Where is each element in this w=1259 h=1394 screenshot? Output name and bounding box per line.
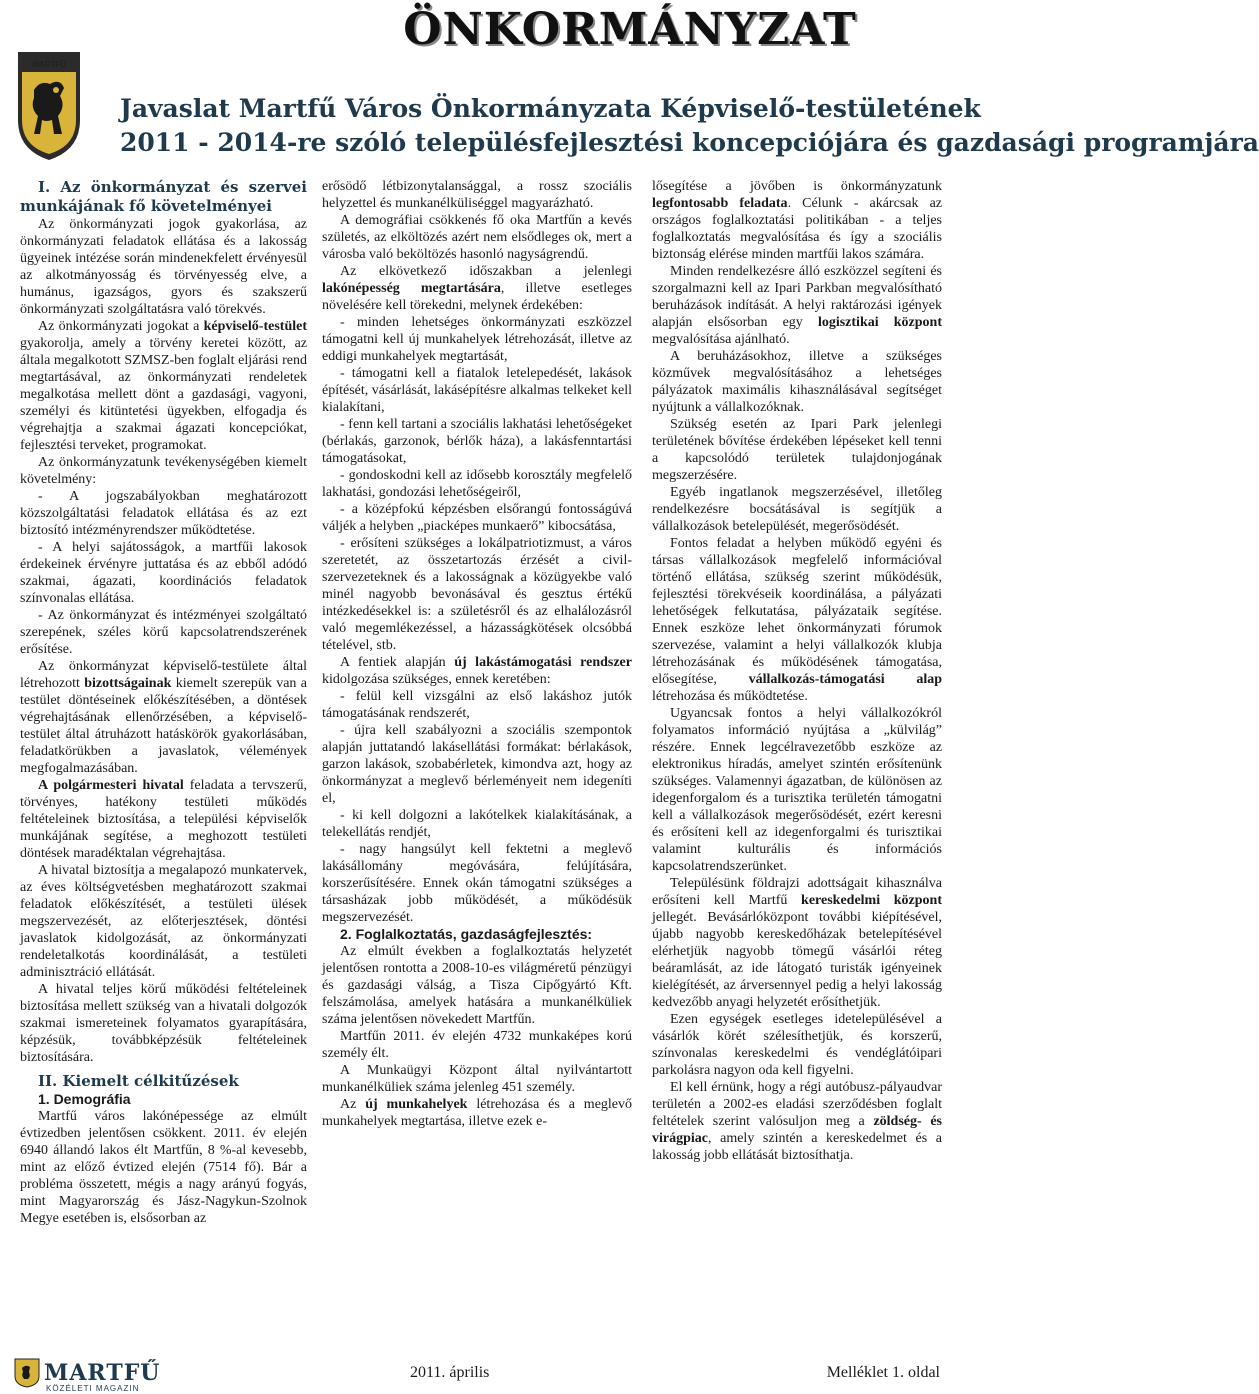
paragraph: Az önkormányzat képviselő-testülete által létrehozott bizottságainak kiemelt szerepük van a testület döntéseinek előkészítésében, a döntések végrehajtásának ellenőrzésében, a képviselő-testület által átruházott hatáskörök gyakorlásában, feladatkörükben a javaslatok, vélemények megfogalmazásában. bbox=[20, 659, 307, 776]
paragraph: El kell érnünk, hogy a régi autóbusz-pályaudvar területén a 2002-es eladási szerződésben foglalt feltételek szerint valósuljon meg a zöldség- és virágpiac, amely szintén a kereskedelmet és a lakosság jobb ellátását biztosíthatja. bbox=[652, 1080, 942, 1163]
list-item: - újra kell szabályozni a szociális szempontok alapján juttatandó lakásellátási formákat: bérlakások, garzon lakások, szobabérletek, kimondva azt, hogy az önkormányzat a meglevő bérleményeit nem idegeníti el, bbox=[322, 723, 632, 806]
paragraph: Martfűn 2011. év elején 4732 munkaképes korú személy élt. bbox=[322, 1029, 632, 1061]
list-item: - felül kell vizsgálni az első lakáshoz jutók támogatásának rendszerét, bbox=[322, 689, 632, 721]
list-item: - ki kell dolgozni a lakótelkek kialakításának, a telekellátás rendjét, bbox=[322, 808, 632, 840]
paragraph: A Munkaügyi Központ által nyilvántartott munkanélküliek száma jelenleg 451 személy. bbox=[322, 1063, 632, 1095]
footer-date: 2011. április bbox=[410, 1364, 490, 1381]
paragraph: A fentiek alapján új lakástámogatási rendszer kidolgozása szükséges, ennek keretében: bbox=[322, 655, 632, 687]
list-item: - A jogszabályokban meghatározott közszolgáltatási feladatok ellátása és az ezt biztosító intézményrendszer működtetése. bbox=[20, 489, 307, 538]
masthead bbox=[0, 0, 1259, 170]
column-2 bbox=[322, 178, 632, 1130]
subheading-foglalkoztatas: 2. Foglalkoztatás, gazdaságfejlesztés: bbox=[340, 926, 593, 942]
paragraph: A demográfiai csökkenés fő oka Martfűn a kevés születés, az elköltözés azért nem elsődleges ok, mert a városba való beköltözés hasonló nagyságrendű. bbox=[322, 213, 632, 262]
paragraph: A hivatal biztosítja a megalapozó munkatervek, az éves költségvetésben meghatározott szakmai feladatok előkészítését, a testületi ülések megszervezését, az előterjesztések, döntési javaslatok kidolgozását, az önkormányzati rendeletalkotás koordinálását, a testületi adminisztráció ellátását. bbox=[20, 863, 307, 980]
subheading-demografia: 1. Demográfia bbox=[38, 1091, 131, 1107]
title-line-2: 2011 - 2014-re szóló településfejlesztési koncepciójára és gazdasági programjára bbox=[120, 128, 1259, 157]
heading-section-1: I. Az önkormányzat és szervei munkájának fő követelményei bbox=[20, 178, 307, 215]
paragraph: Egyéb ingatlanok megszerzésével, illetőleg rendelkezésre bocsátásával is segítjük a vállalkozások betelepülését, megerősödését. bbox=[652, 485, 942, 534]
list-item: - a középfokú képzésben elsőrangú fontosságúvá váljék a helyben „piacképes munkaerő” kibocsátása, bbox=[322, 502, 632, 534]
list-item: - fenn kell tartani a szociális lakhatási lehetőségeket (bérlakás, garzonok, bérlők háza), a lakásfenntartási támogatásokat, bbox=[322, 417, 632, 466]
article-title bbox=[120, 92, 1259, 160]
list-item: - gondoskodni kell az idősebb korosztály megfelelő lakhatási, gondozási lehetőségeiről, bbox=[322, 468, 632, 500]
paragraph: Martfű város lakónépessége az elmúlt évtizedben jelentősen csökkent. 2011. év elején 6940 állandó lakos élt Martfűn, 8 %-al kevesebb, mint az előző évtized elején (7514 fő). Bár a probléma összetett, mégis a nagy arányú fogyás, mint Magyarország és Jász-Nagykun-Szolnok Megye esetében is, elsősorban az bbox=[20, 1109, 307, 1226]
paragraph: A polgármesteri hivatal feladata a tervszerű, törvényes, hatékony testületi működés feltételeinek biztosítása, a települési képviselők munkájának segítése, a meghozott testületi döntések maradéktalan végrehajtása. bbox=[20, 778, 307, 861]
paragraph: Az önkormányzati jogokat a képviselő-testület gyakorolja, amely a törvény keretei között, az általa megalkotott SZMSZ-ben foglalt eljárási rend megtartásával, az önkormányzati rendeletek megalkotása mellett dönt a gazdasági, vagyoni, személyi és kitüntetési ügyekben, elfogadja és végrehajtja a szakmai ágazati koncepciókat, fejlesztési terveket, programokat. bbox=[20, 319, 307, 453]
paragraph: Minden rendelkezésre álló eszközzel segíteni és szorgalmazni kell az Ipari Parkban megvalósítható beruházások indítását. A helyi raktározási igények alapján elsősorban egy logisztikai központ megvalósítása ajánlható. bbox=[652, 264, 943, 347]
paragraph: Ezen egységek esetleges idetelepülésével a vásárlók körét szélesíthetjük, és korszerű, színvonalas kereskedelmi és vendéglátóipari parkolásra nagyon oda kell figyelni. bbox=[652, 1012, 942, 1078]
section-title: ÖNKORMÁNYZAT bbox=[403, 4, 857, 55]
list-item: - támogatni kell a fiatalok letelepedését, lakások építését, vásárlását, lakásépítésre alkalmas telkeket kell kialakítani, bbox=[322, 366, 632, 415]
paragraph: Az önkormányzatunk tevékenységében kiemelt követelmény: bbox=[20, 455, 307, 487]
coat-of-arms-small-icon bbox=[14, 1358, 40, 1388]
paragraph: erősödő létbizonytalansággal, a rossz szociális helyzettel és munkanélküliséggel magyarázható. bbox=[322, 179, 632, 211]
footer-brand: MARTFŰ bbox=[44, 1360, 161, 1386]
paragraph: Ugyancsak fontos a helyi vállalkozókról folyamatos információ nyújtása a „külvilág” részére. Ennek legcélravezetőbb eszköze az elektronikus híradás, amelyet szintén erősítenünk szükséges. Valamennyi ágazatban, de különösen az idegenforgalom és a turisztika területén támogatni kell a vállalkozások megerősödését, ezért keresni és erősíteni kell az idegenforgalmi és turisztikai valamint kulturális és információs kapcsolatrendszerünket. bbox=[652, 706, 942, 874]
footer-brand-subtitle: KÖZÉLETI MAGAZIN bbox=[46, 1384, 140, 1393]
paragraph: Szükség esetén az Ipari Park jelenlegi területének bővítése érdekében lépéseket kell tenni a kapcsolódó területek tulajdonjogának megszerzésére. bbox=[652, 417, 942, 483]
page-footer bbox=[0, 1352, 960, 1394]
title-line-1: Javaslat Martfű Város Önkormányzata Képviselő-testületének bbox=[120, 94, 981, 123]
paragraph: Fontos feladat a helyben működő egyéni és társas vállalkozások megfelelő információval történő ellátása, szükség szerint működésük, fejlesztési törekvéseik koordinálása, a pályázati lehetőségek felkutatása, pályázataik segítése. Ennek eszköze lehet önkormányzati fórumok szervezése, valamint a helyi vállalkozók klubja létrehozásának és működésének támogatása, elősegítése, vállalkozás-támogatási alap létrehozása és működtetése. bbox=[652, 536, 943, 704]
list-item: - nagy hangsúlyt kell fektetni a meglevő lakásállomány megóvására, felújítására, korszerűsítésére. Ennek okán támogatni szükséges a társasházak jobb működését, a működésük megszervezését. bbox=[322, 842, 632, 925]
list-item: - erősíteni szükséges a lokálpatriotizmust, a város szeretetét, az összetartozás érzését a civil-szervezeteknek és a lakosságnak a közügyekbe való minél nagyobb bevonásával és gesztus értékű intézkedésekkel is: a születésről és az elhalálozásról való megemlékezéssel, a házasságkötések olcsóbbá tételével, stb. bbox=[322, 536, 632, 653]
coat-label: MARTFŰ bbox=[32, 60, 66, 69]
list-item: - minden lehetséges önkormányzati eszközzel támogatni kell új munkahelyek létrehozását, illetve az eddigi munkahelyek megtartását, bbox=[322, 315, 632, 364]
heading-section-2: II. Kiemelt célkitűzések bbox=[38, 1072, 239, 1090]
paragraph: Az elmúlt években a foglalkoztatás helyzetét jelentősen rontotta a 2008-10-es világméretű pénzügyi és gazdasági válság, a Tisza Cipőgyártó Kft. felszámolása, amelyek hatására a munkanélküliek száma jelentősen növekedett Martfűn. bbox=[322, 944, 632, 1027]
column-3 bbox=[652, 178, 942, 1164]
column-1 bbox=[20, 178, 307, 1227]
list-item: - Az önkormányzat és intézményei szolgáltató szerepének, széles körű kapcsolatrendszerének erősítése. bbox=[20, 608, 307, 657]
paragraph: lősegítése a jövőben is önkormányzatunk legfontosabb feladata. Célunk - akárcsak az országos foglalkoztatási politikában - a teljes foglalkoztatás megvalósítása és így a szociális biztonság elérése minden martfűi lakos számára. bbox=[652, 179, 942, 262]
paragraph: Településünk földrajzi adottságait kihasználva erősíteni kell Martfű kereskedelmi központ jellegét. Bevásárlóközpont további kiépítésével, újabb nagyobb kereskedőházak betelepítésével elérhetjük nagyobb tömegű vásárlói réteg beáramlását, az ide látogató turisták igényeinek kielégítését, az árversennyel pedig a helyi lakosság kedvezőbb anyagi helyzetét erősíthetjük. bbox=[652, 876, 942, 1010]
paragraph: Az új munkahelyek létrehozása és a meglevő munkahelyek megtartása, illetve ezek e- bbox=[322, 1097, 633, 1129]
paragraph: Az elkövetkező időszakban a jelenlegi lakónépesség megtartására, illetve esetleges növelésére kell törekedni, melynek érdekében: bbox=[322, 264, 632, 313]
paragraph: Az önkormányzati jogok gyakorlása, az önkormányzati feladatok ellátása és a lakosság ügyeinek intézése során mindenekfelett érvényesül az alkotmányosság és törvényesség elve, a humánus, igazságos, gyors és szakszerű önkormányzati szolgáltatásra való törekvés. bbox=[20, 217, 307, 317]
paragraph: A hivatal teljes körű működési feltételeinek biztosítása mellett szükség van a hivatali dolgozók szakmai ismereteinek folyamatos gyarapítására, képzésük, továbbképzésük feltételeinek biztosítására. bbox=[20, 982, 307, 1065]
list-item: - A helyi sajátosságok, a martfűi lakosok érdekeinek érvényre juttatása és az ebből adódó szakmai, ágazati, koordinációs feladatok színvonalas ellátása. bbox=[20, 540, 307, 606]
paragraph: A beruházásokhoz, illetve a szükséges közművek megvalósításához a lehetséges pályázatok maximális kihasználásával segítséget nyújtunk a vállalkozóknak. bbox=[652, 349, 942, 415]
footer-page-number: Melléklet 1. oldal bbox=[826, 1364, 940, 1381]
